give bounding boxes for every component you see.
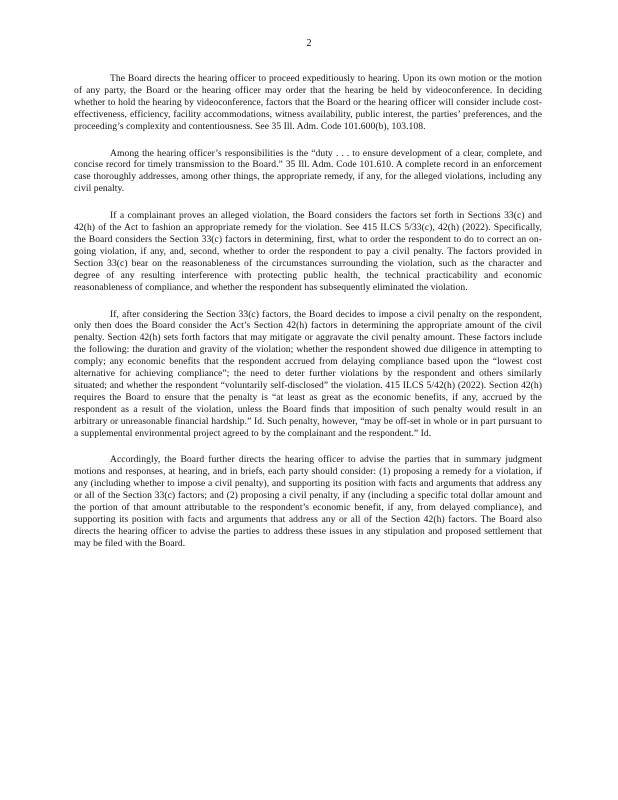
paragraph-section-42h-factors: If, after considering the Section 33(c) factors, the Board decides to impose a civil penalty on the respondent, only then does the Board consider the Act’s Section 42(h) factors in determining the appropriate amount of the civil penalty. Section 42(h) sets forth factors that may mitigate or aggravate the civil penalty amount. These factors include the following: the duration and gravity of the violation; whether the respondent showed due diligence in attempting to comply; any economic benefits that the respondent accrued from delaying compliance based upon the “lowest cost alternative for achieving compliance”; the need to deter further violations by the respondent and others similarly situated; and whether the respondent “voluntarily self-disclosed” the violation. 415 ILCS 5/42(h) (2022). Section 42(h) requires the Board to ensure that the penalty is “at least as great as the economic benefits, if any, accrued by the respondent as a result of the violation, unless the Board finds that imposition of such penalty would result in an arbitrary or unreasonable financial hardship.” Id. Such penalty, however, “may be off-set in whole or in part pursuant to a supplemental environmental project agreed to by the complainant and the respondent.” Id.	[74, 308, 542, 439]
paragraph-remedy-and-penalty-instructions: Accordingly, the Board further directs the hearing officer to advise the parties that in summary judgment motions and responses, at hearing, and in briefs, each party should consider: (1) proposing a remedy for a violation, if any (including whether to impose a civil penalty), and supporting its position with facts and arguments that address any or all of the Section 33(c) factors; and (2) proposing a civil penalty, if any (including a specific total dollar amount and the portion of that amount attributable to the respondent’s economic benefit, if any, from delayed compliance), and supporting its position with facts and arguments that address any or all of the Section 42(h) factors. The Board also directs the hearing officer to advise the parties to address these issues in any stipulation and proposed settlement that may be filed with the Board.	[74, 454, 542, 549]
paragraph-section-33c-factors: If a complainant proves an alleged violation, the Board considers the factors set forth in Sections 33(c) and 42(h) of the Act to fashion an appropriate remedy for the violation. See 415 ILCS 5/33(c), 42(h) (2022). Specifically, the Board considers the Section 33(c) factors in determining, first, what to order the respondent to do to correct an on-going violation, if any, and, second, whether to order the respondent to pay a civil penalty. The factors provided in Section 33(c) bear on the reasonableness of the circumstances surrounding the violation, such as the character and degree of any resulting interference with protecting public health, the technical practicability and economic reasonableness of compliance, and whether the respondent has subsequently eliminated the violation.	[74, 210, 542, 293]
paragraph-hearing-directive: The Board directs the hearing officer to proceed expeditiously to hearing. Upon its own motion or the motion of any party, the Board or the hearing officer may order that the hearing be held by videoconference. In deciding whether to hold the hearing by videoconference, factors that the Board or the hearing officer will consider include cost-effectiveness, efficiency, facility accommodations, witness availability, public interest, the parties’ preferences, and the proceeding’s complexity and contentiousness. See 35 Ill. Adm. Code 101.600(b), 103.108.	[74, 73, 542, 132]
paragraph-hearing-officer-duty: Among the hearing officer’s responsibilities is the “duty . . . to ensure development of a clear, complete, and concise record for timely transmission to the Board.” 35 Ill. Adm. Code 101.610. A complete record in an enforcement case thoroughly addresses, among other things, the appropriate remedy, if any, for the alleged violations, including any civil penalty.	[74, 147, 542, 195]
document-body	[74, 73, 542, 565]
page-number: 2	[306, 38, 312, 49]
